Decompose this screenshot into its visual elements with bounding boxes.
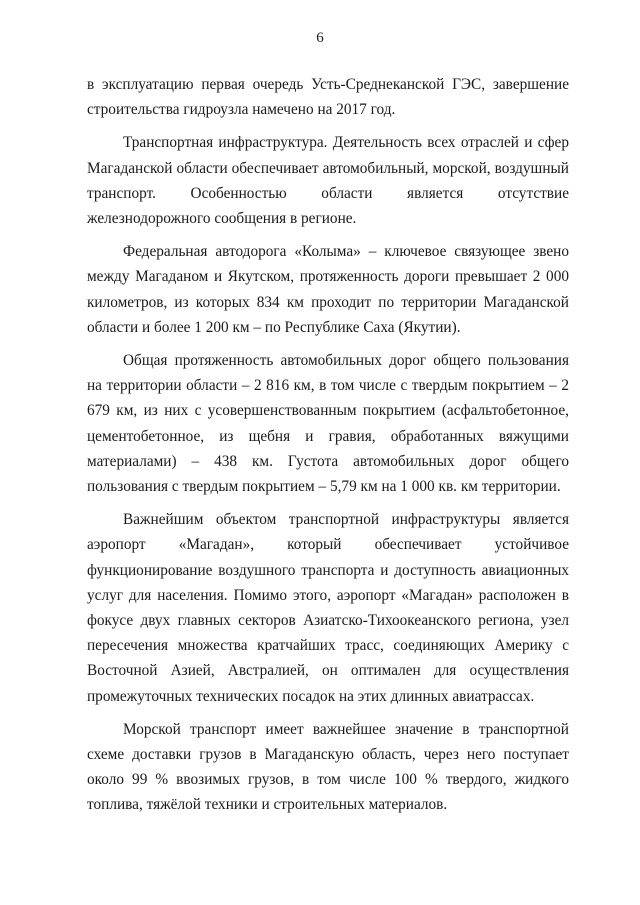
paragraph-transport-infrastructure: Транспортная инфраструктура. Деятельность всех отраслей и сфер Магаданской области обеспечивает автомобильный, морской, воздушный транспорт. Особенностью области является отсутствие железнодорожного сообщения в регионе. [87,134,569,228]
document-body [87,72,569,826]
paragraph-sea-transport: Морской транспорт имеет важнейшее значение в транспортной схеме доставки грузов в Магаданскую область, через него поступает около 99 % ввозимых грузов, в том числе 100 % твердого, жидкого топлива, тяжёлой техники и строительных материалов. [87,720,569,814]
paragraph-continuation: в эксплуатацию первая очередь Усть-Среднеканской ГЭС, завершение строительства гидроузла намечено на 2017 год. [87,76,569,119]
paragraph-magadan-airport: Важнейшим объектом транспортной инфраструктуры является аэропорт «Магадан», который обеспечивает устойчивое функционирование воздушного транспорта и доступность авиационных услуг для населения. Помимо этого, аэропорт «Магадан» расположен в фокусе двух главных секторов Азиатско-Тихоокеанского региона, узел пересечения множества кратчайших трасс, соединяющих Америку с Восточной Азией, Австралией, он оптимален для осуществления промежуточных технических посадок на этих длинных авиатрассах. [87,511,569,705]
paragraph-kolyma-highway: Федеральная автодорога «Колыма» – ключевое связующее звено между Магаданом и Якутском, протяженность дороги превышает 2 000 километров, из которых 834 км проходит по территории Магаданской области и более 1 200 км – по Республике Саха (Якутии). [87,243,569,336]
page-number: 6 [316,30,324,46]
paragraph-road-length: Общая протяженность автомобильных дорог общего пользования на территории области – 2 816 км, в том числе с твердым покрытием – 2 679 км, из них с усовершенствованным покрытием (асфальтобетонное, цементобетонное, из щебня и гравия, обработанных вяжущими материалами) – 438 км. Густота автомобильных дорог общего пользования с твердым покрытием – 5,79 км на 1 000 кв. км территории. [87,352,569,496]
